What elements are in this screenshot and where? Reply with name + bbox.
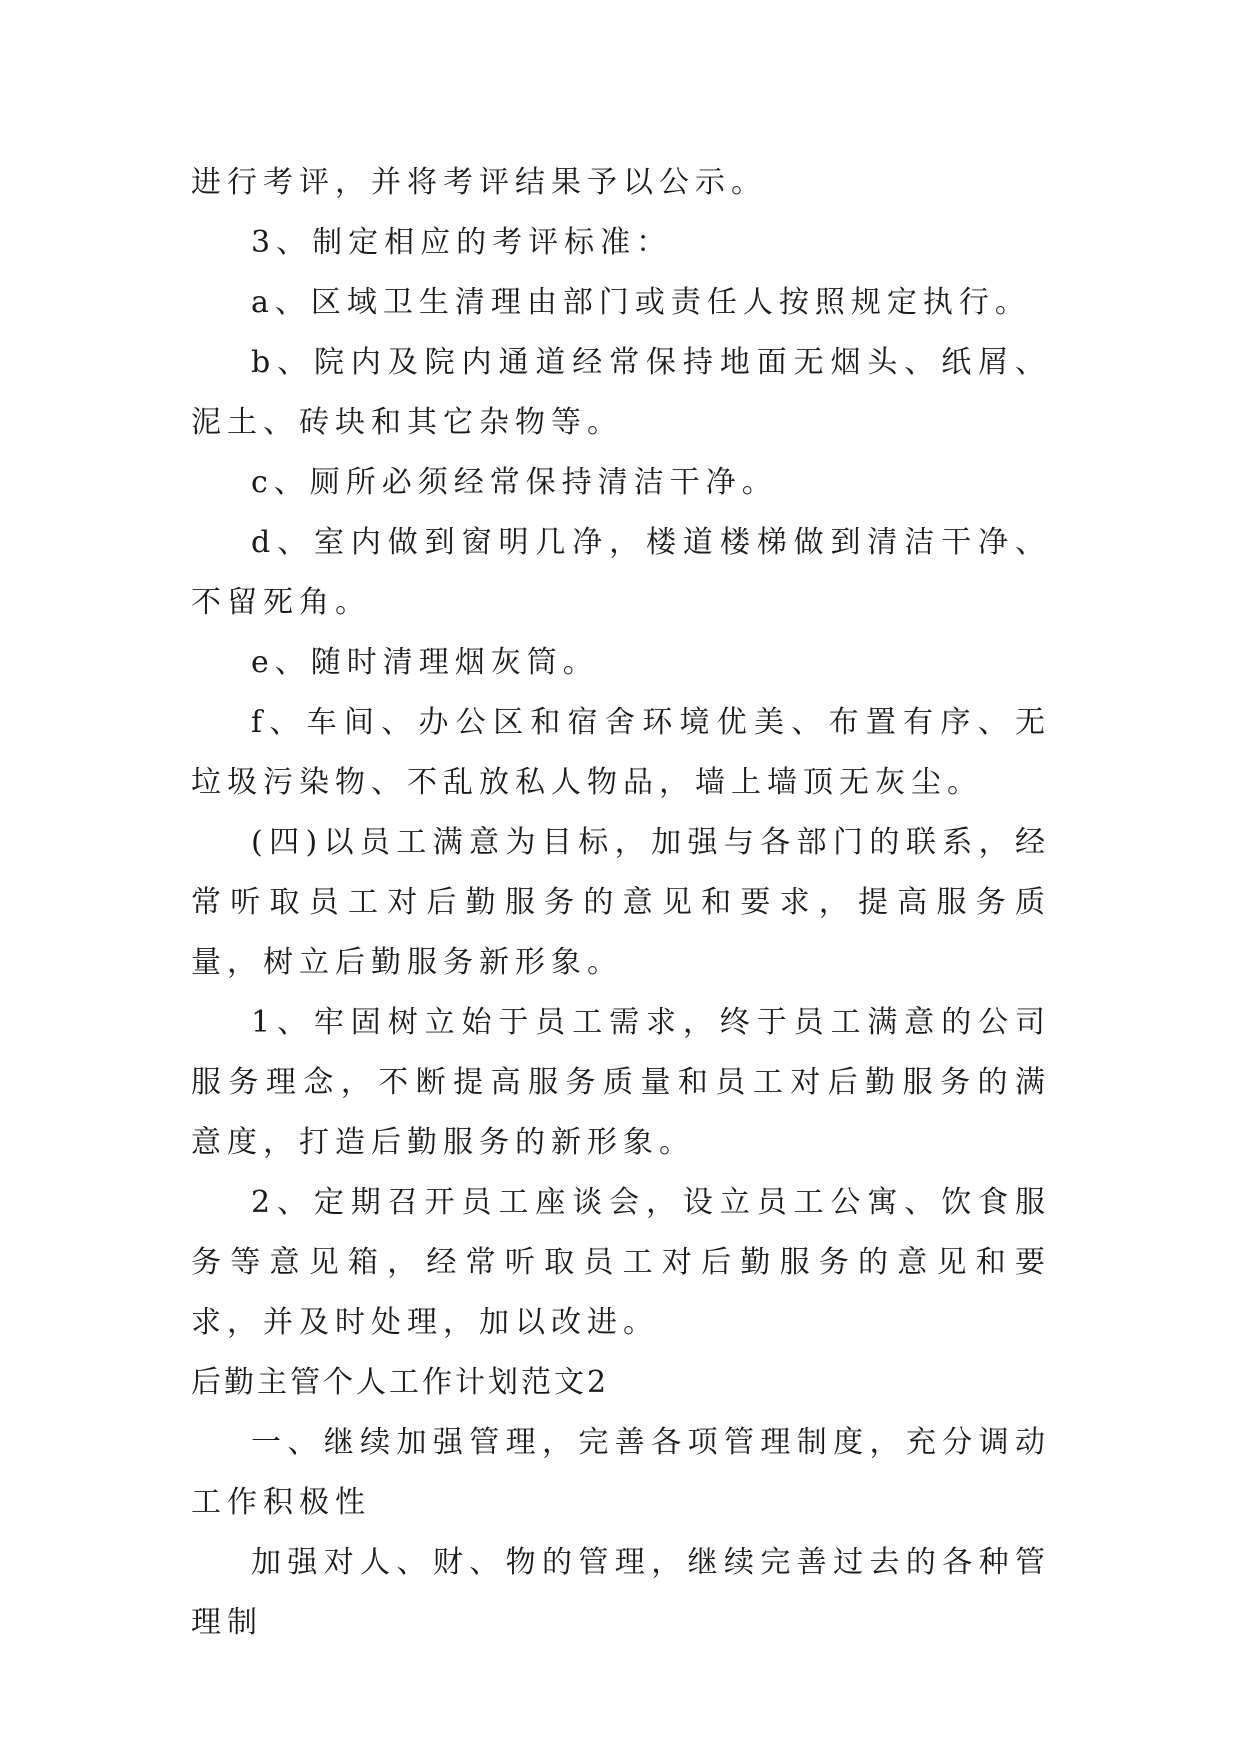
paragraph-item-3: 3、制定相应的考评标准： bbox=[251, 225, 673, 260]
section-heading: 后勤主管个人工作计划范文2 bbox=[191, 1365, 610, 1400]
paragraph-continuation: 进行考评，并将考评结果予以公示。 bbox=[191, 165, 767, 200]
paragraph-section-4: (四)以员工满意为目标，加强与各部门的联系，经常听取员工对后勤服务的意见和要求，提高服务质量，树立后勤服务新形象。 bbox=[191, 825, 1051, 980]
paragraph-item-b: b、院内及院内通道经常保持地面无烟头、纸屑、泥土、砖块和其它杂物等。 bbox=[191, 345, 1051, 440]
paragraph-item-e: e、随时清理烟灰筒。 bbox=[251, 645, 599, 680]
paragraph-item-d: d、室内做到窗明几净，楼道楼梯做到清洁干净、不留死角。 bbox=[191, 525, 1051, 620]
paragraph-body: 加强对人、财、物的管理，继续完善过去的各种管理制 bbox=[191, 1545, 1051, 1640]
document-body bbox=[191, 153, 1051, 1653]
paragraph-item-a: a、区域卫生清理由部门或责任人按照规定执行。 bbox=[251, 285, 1031, 320]
paragraph-item-f: f、车间、办公区和宿舍环境优美、布置有序、无垃圾污染物、不乱放私人物品，墙上墙顶无灰尘。 bbox=[191, 705, 1051, 800]
paragraph-item-c: c、厕所必须经常保持清洁干净。 bbox=[251, 465, 778, 500]
paragraph-item-1: 1、牢固树立始于员工需求，终于员工满意的公司服务理念，不断提高服务质量和员工对后勤服务的满意度，打造后勤服务的新形象。 bbox=[191, 1005, 1051, 1160]
paragraph-section-1: 一、继续加强管理，完善各项管理制度，充分调动工作积极性 bbox=[191, 1425, 1051, 1520]
paragraph-item-2: 2、定期召开员工座谈会，设立员工公寓、饮食服务等意见箱，经常听取员工对后勤服务的意见和要求，并及时处理，加以改进。 bbox=[191, 1185, 1051, 1340]
